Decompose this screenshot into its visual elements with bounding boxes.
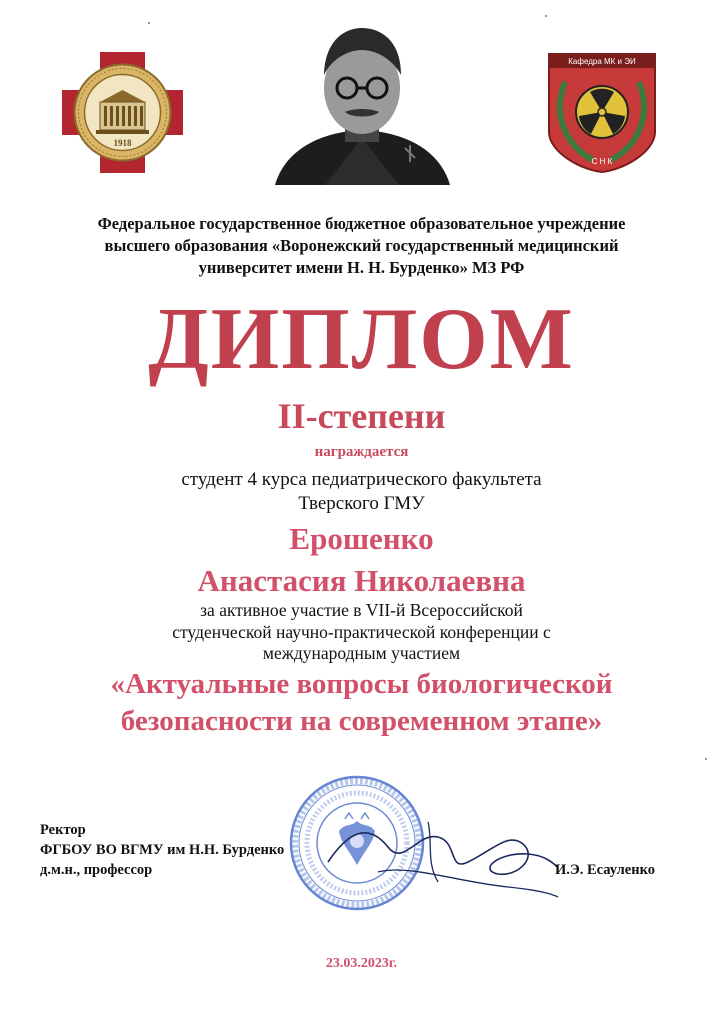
university-seal-icon [60,50,185,175]
institution-line: высшего образования «Воронежский государственный медицинский [104,236,619,255]
signatory-block [40,820,284,880]
recipient-description [0,468,723,516]
recipient-given-names: Анастасия Николаевна [197,563,526,598]
signatory-degree: д.м.н., профессор [40,862,153,878]
recipient-name [0,518,723,602]
institution-name [0,213,723,279]
institution-line: университет имени Н. Н. Бурденко» МЗ РФ [198,258,525,277]
seal-year-text: 1918 [113,138,132,148]
emblem-bottom-text: С Н К [591,157,613,166]
reason-line: международным участием [262,643,461,663]
signatory-title: Ректор [40,822,86,838]
conference-title [0,666,723,740]
diploma-title: ДИПЛОМ [148,291,575,388]
portrait-image [265,20,460,185]
recipient-course: студент 4 курса педиатрического факультета [181,469,542,490]
scan-speck [545,15,547,17]
scan-speck [148,22,150,24]
diploma-degree: II-степени [277,396,446,436]
rector-signature [308,802,563,907]
conference-line: безопасности на современном этапе» [120,705,603,737]
reason-line: за активное участие в VII-й Всероссийской [200,600,523,620]
institution-line: Федеральное государственное бюджетное образовательное учреждение [97,214,626,233]
emblem-top-text: Кафедра МК и ЭИ [568,57,636,66]
award-reason [0,600,723,665]
signatory-org: ФГБОУ ВО ВГМУ им Н.Н. Бурденко [40,842,285,858]
issue-date: 23.03.2023г. [325,956,398,971]
recipient-university: Тверского ГМУ [298,493,425,514]
reason-line: студенческой научно-практической конференции с [172,621,551,642]
conference-line: «Актуальные вопросы биологической [110,668,613,700]
scan-speck [705,758,707,760]
department-emblem-icon [543,52,661,174]
signatory-name: И.Э. Есауленко [555,862,656,878]
awarded-label: награждается [314,444,409,460]
recipient-surname: Ерошенко [289,521,434,556]
